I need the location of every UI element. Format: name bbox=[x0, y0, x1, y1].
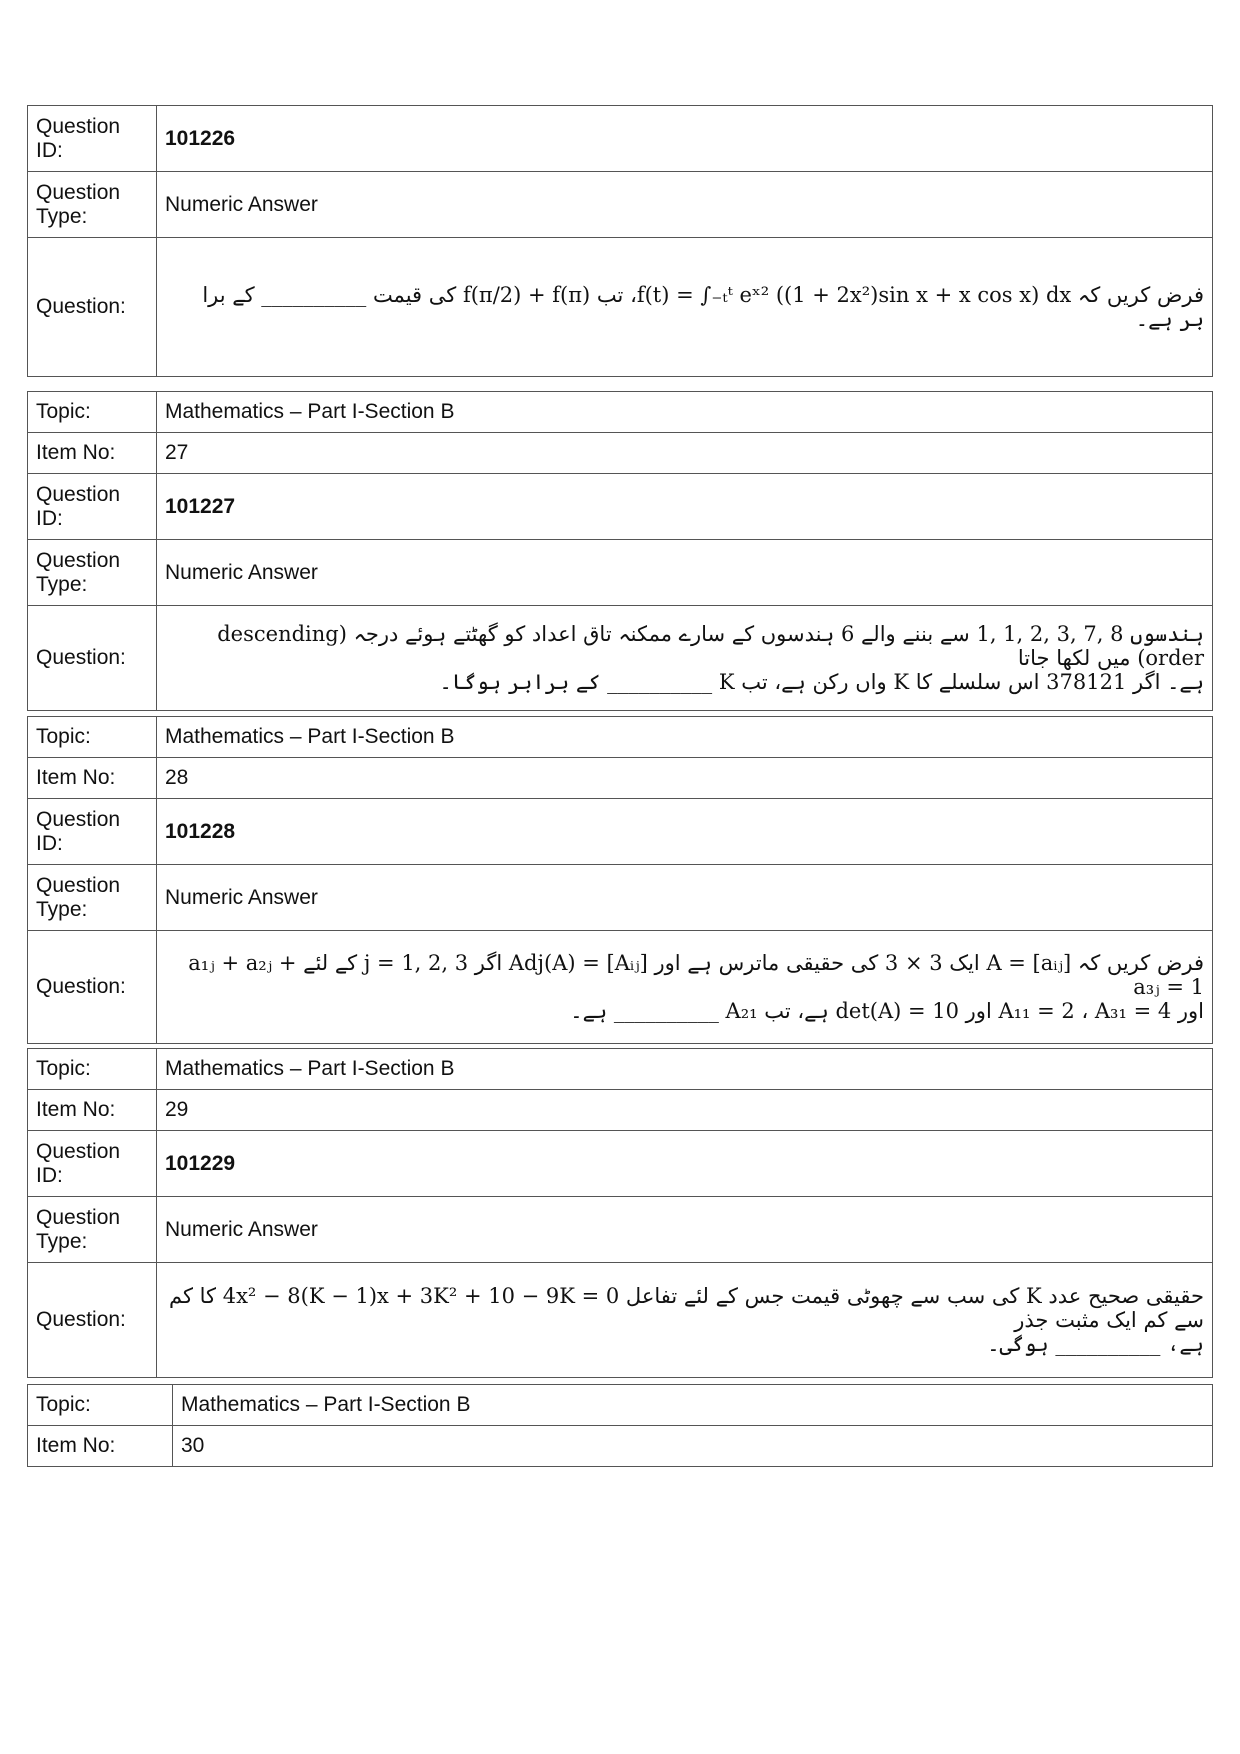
topic-label: Topic: bbox=[28, 1385, 173, 1426]
question-id-label: Question ID: bbox=[28, 106, 157, 172]
item-no-value: 30 bbox=[173, 1426, 1213, 1467]
question-text bbox=[157, 606, 1213, 711]
question-block-101229 bbox=[27, 1048, 1213, 1378]
topic-value: Mathematics – Part I-Section B bbox=[157, 717, 1213, 758]
question-id-value: 101229 bbox=[157, 1131, 1213, 1197]
question-id-value: 101226 bbox=[157, 106, 1213, 172]
question-block-item-30 bbox=[27, 1384, 1213, 1467]
question-text bbox=[157, 931, 1213, 1044]
topic-label: Topic: bbox=[28, 1049, 157, 1090]
question-type-value: Numeric Answer bbox=[157, 1197, 1213, 1263]
question-text bbox=[157, 1263, 1213, 1378]
question-label: Question: bbox=[28, 1263, 157, 1378]
question-id-label: Question ID: bbox=[28, 474, 157, 540]
question-line: ہندسوں 8 ,7 ,3 ,2 ,1 ,1 سے بننے والے 6 ہندسوں کے سارے ممکنہ تاق اعداد کو گھٹتے ہوئے درجہ (descending order) میں لکھا جاتا bbox=[217, 622, 1204, 670]
topic-value: Mathematics – Part I-Section B bbox=[157, 1049, 1213, 1090]
topic-label: Topic: bbox=[28, 717, 157, 758]
item-no-value: 28 bbox=[157, 758, 1213, 799]
question-label: Question: bbox=[28, 238, 157, 377]
question-type-label: Question Type: bbox=[28, 865, 157, 931]
topic-label: Topic: bbox=[28, 392, 157, 433]
question-line: اور A₁₁ = 2 ، A₃₁ = 4 اور det(A) = 10 ہے، تب A₂₁ __________ ہے۔ bbox=[570, 999, 1204, 1023]
question-id-label: Question ID: bbox=[28, 799, 157, 865]
question-type-value: Numeric Answer bbox=[157, 865, 1213, 931]
question-type-label: Question Type: bbox=[28, 540, 157, 606]
question-text bbox=[157, 238, 1213, 377]
item-no-label: Item No: bbox=[28, 433, 157, 474]
item-no-label: Item No: bbox=[28, 1426, 173, 1467]
question-block-101228 bbox=[27, 716, 1213, 1044]
question-line: فرض کریں کہ A = [aᵢⱼ] ایک 3 × 3 کی حقیقی ماترس ہے اور Adj(A) = [Aᵢⱼ] اگر j = 1, 2, 3 کے لئے a₁ⱼ + a₂ⱼ + a₃ⱼ = 1 bbox=[188, 951, 1204, 999]
question-type-label: Question Type: bbox=[28, 172, 157, 238]
question-id-value: 101227 bbox=[157, 474, 1213, 540]
question-id-value: 101228 bbox=[157, 799, 1213, 865]
question-line: فرض کریں کہ f(t) = ∫₋ₜᵗ eˣ² ((1 + 2x²)sin x + x cos x) dx، تب f(π/2) + f(π) کی قیمت __________ کے برا bbox=[202, 283, 1204, 307]
question-type-value: Numeric Answer bbox=[157, 172, 1213, 238]
question-block-101226 bbox=[27, 105, 1213, 377]
question-line: بر ہے۔ bbox=[1135, 307, 1204, 331]
item-no-label: Item No: bbox=[28, 758, 157, 799]
item-no-label: Item No: bbox=[28, 1090, 157, 1131]
question-line: حقیقی صحیح عدد K کی سب سے چھوٹی قیمت جس کے لئے تفاعل 4x² − 8(K − 1)x + 3K² + 10 − 9K = 0 کا کم سے کم ایک مثبت جذر bbox=[168, 1284, 1204, 1332]
topic-value: Mathematics – Part I-Section B bbox=[173, 1385, 1213, 1426]
question-label: Question: bbox=[28, 606, 157, 711]
item-no-value: 29 bbox=[157, 1090, 1213, 1131]
question-block-101227 bbox=[27, 391, 1213, 711]
item-no-value: 27 bbox=[157, 433, 1213, 474]
question-line: ہے، __________ ہوگی۔ bbox=[987, 1332, 1204, 1356]
question-label: Question: bbox=[28, 931, 157, 1044]
question-type-value: Numeric Answer bbox=[157, 540, 1213, 606]
question-line: ہے۔ اگر 378121 اس سلسلے کا K واں رکن ہے، تب K __________ کے برابر ہوگا۔ bbox=[439, 670, 1204, 694]
topic-value: Mathematics – Part I-Section B bbox=[157, 392, 1213, 433]
question-id-label: Question ID: bbox=[28, 1131, 157, 1197]
question-type-label: Question Type: bbox=[28, 1197, 157, 1263]
